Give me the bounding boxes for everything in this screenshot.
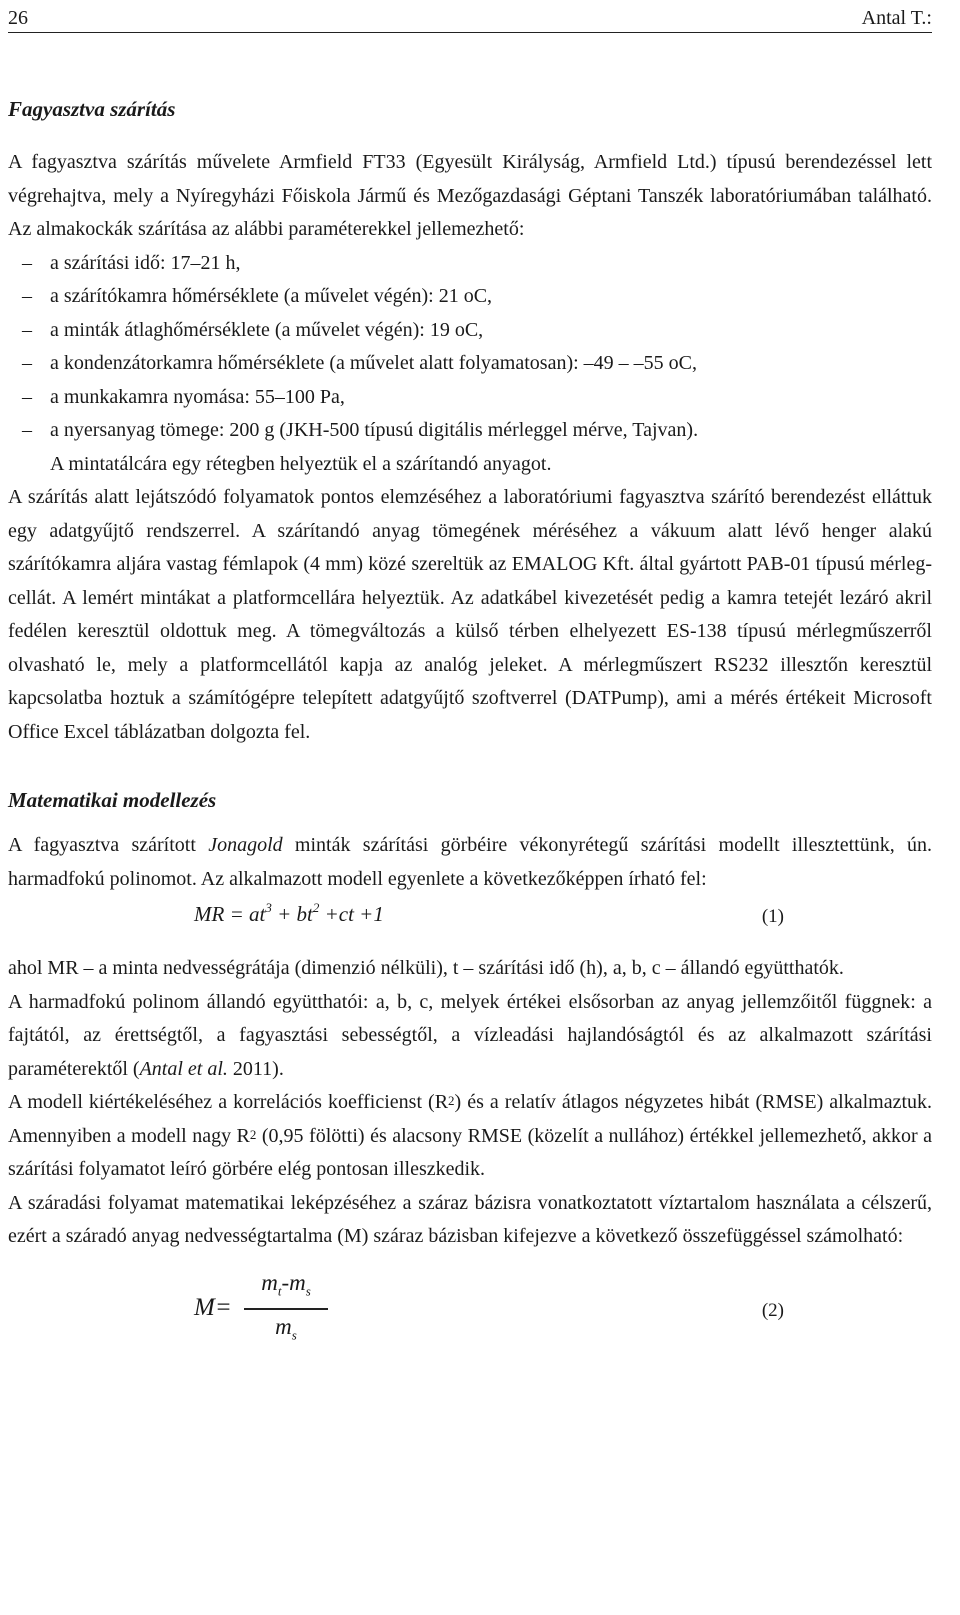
variables-paragraph: ahol MR – a minta nedvességrátája (dimenzió nélküli), t – szárítási idő (h), a, b, c – állandó együtthatók.: [8, 957, 844, 979]
equation-2: [8, 1254, 932, 1364]
equation-2-denominator: $m_s$: [275, 1313, 297, 1343]
list-item: – a munkakamra nyomása: 55–100 Pa,: [22, 385, 345, 408]
list-item: – a kondenzátorkamra hőmérséklete (a művelet alatt folyamatosan): –49 – –55 oC,: [22, 352, 698, 374]
evaluation-paragraph: A modell kiértékeléséhez a korrelációs koefficienst $(R^2)$ és a relatív átlagos négyzetes hibát (RMSE) alkalmaztuk. Amennyiben a modell nagy $R^2$ (0,95 fölötti) és alacsony RMSE (közelít a nullához) értékkel jellemezhető, akkor a szárítási folyamatot leíró görbére elég pontosan illeszkedik.: [8, 1091, 933, 1180]
equation-1-expression: MR = $at^3 + bt^2 +ct +1$: [194, 900, 384, 926]
parameter-list: [8, 247, 932, 448]
list-item: – a szárítási idő: 17–21 h,: [22, 251, 241, 274]
equation-2-numerator: $m_t-m_s$: [261, 1269, 311, 1299]
equation-2-fraction: [244, 1268, 328, 1351]
equation-1-number: (1): [761, 906, 784, 927]
section-title-modelling: Matematikai modellezés: [8, 788, 217, 812]
list-item: – a minták átlaghőmérséklete (a művelet végén): 19 oC,: [22, 318, 484, 341]
equation-2-lhs: M=: [194, 1293, 232, 1321]
list-item: – a szárítókamra hőmérséklete (a művelet végén): 21 oC,: [22, 285, 493, 307]
section-mathematical-modelling: [8, 783, 932, 1364]
running-header: [8, 4, 932, 33]
data-acquisition-paragraph: A szárítás alatt lejátszódó folyamatok pontos elemzéséhez a laboratóriumi fagyasztva szárító berendezést elláttuk egy adatgyűjtő rendszerrel. A szárítandó anyag tömegének méréséhez a vákuum alatt lévő henger alakú szárítókamra aljára vastag fémlapok (4 mm) közé szereltük az EMALOG Kft. által gyártott PAB-01 típusú mérleg-cellát. A lemért mintákat a platformcellára helyeztük. Az adatkábel kivezetését pedig a kamra tetejét lezáró akril fedélen keresztül oldottuk meg. A tömegváltozás a külső térben elhelyezett ES-138 típusú mérlegműszerről olvasható le, mely a platformcellától kapja az analóg jeleket. A mérlegműszert RS232 illesztőn keresztül kapcsolatba hoztuk a számítógépre telepített adatgyűjtő szoftverrel (DATPump), ami a mérés értékeit Microsoft Office Excel táblázatban dolgozta fel.: [8, 486, 932, 743]
list-continuation: A mintatálcára egy rétegben helyeztük el a szárítandó anyagot.: [50, 452, 552, 475]
equation-2-number: (2): [761, 1299, 784, 1321]
intro-paragraph: A fagyasztva szárítás művelete Armfield FT33 (Egyesült Királyság, Armfield Ltd.) típusú berendezéssel lett végrehajtva, mely a Nyíregyházi Főiskola Jármű és Mezőgazdasági Géptani Tanszék laboratóriumában található. Az almakockák szárítása az alábbi paraméterekkel jellemezhető:: [8, 151, 932, 240]
fraction-bar: [244, 1308, 328, 1310]
moisture-paragraph: A száradási folyamat matematikai leképzéséhez a száraz bázisra vonatkoztatott víztartalom használata a célszerű, ezért a száradó anyag nedvességtartalma (M) száraz bázisban kifejezve a következő összefüggéssel számolható:: [8, 1191, 932, 1247]
section-title-freeze-drying: Fagyasztva szárítás: [8, 97, 176, 121]
page-number: 26: [8, 7, 28, 29]
list-item: – a nyersanyag tömege: 200 g (JKH-500 típusú digitális mérleggel mérve, Tajvan).: [22, 419, 699, 441]
equation-1: [8, 896, 932, 952]
model-paragraph: A fagyasztva szárított Jonagold minták szárítási görbéire vékonyrétegű szárítási modellt illesztettünk, ún. harmadfokú polinomot. Az alkalmazott modell egyenlete a következőképpen írható fel:: [8, 834, 932, 890]
coefficients-paragraph: A harmadfokú polinom állandó együtthatói: a, b, c, melyek értékei elsősorban az anyag jellemzőitől függnek: a fajtától, az érettségtől, a fagyasztási sebességtől, a vízleadási hajlandóságtól és az alkalmazott szárítási paraméterektől (Antal et al. 2011).: [8, 990, 932, 1080]
running-author: Antal T.:: [861, 7, 932, 29]
article-body: [8, 92, 932, 1364]
